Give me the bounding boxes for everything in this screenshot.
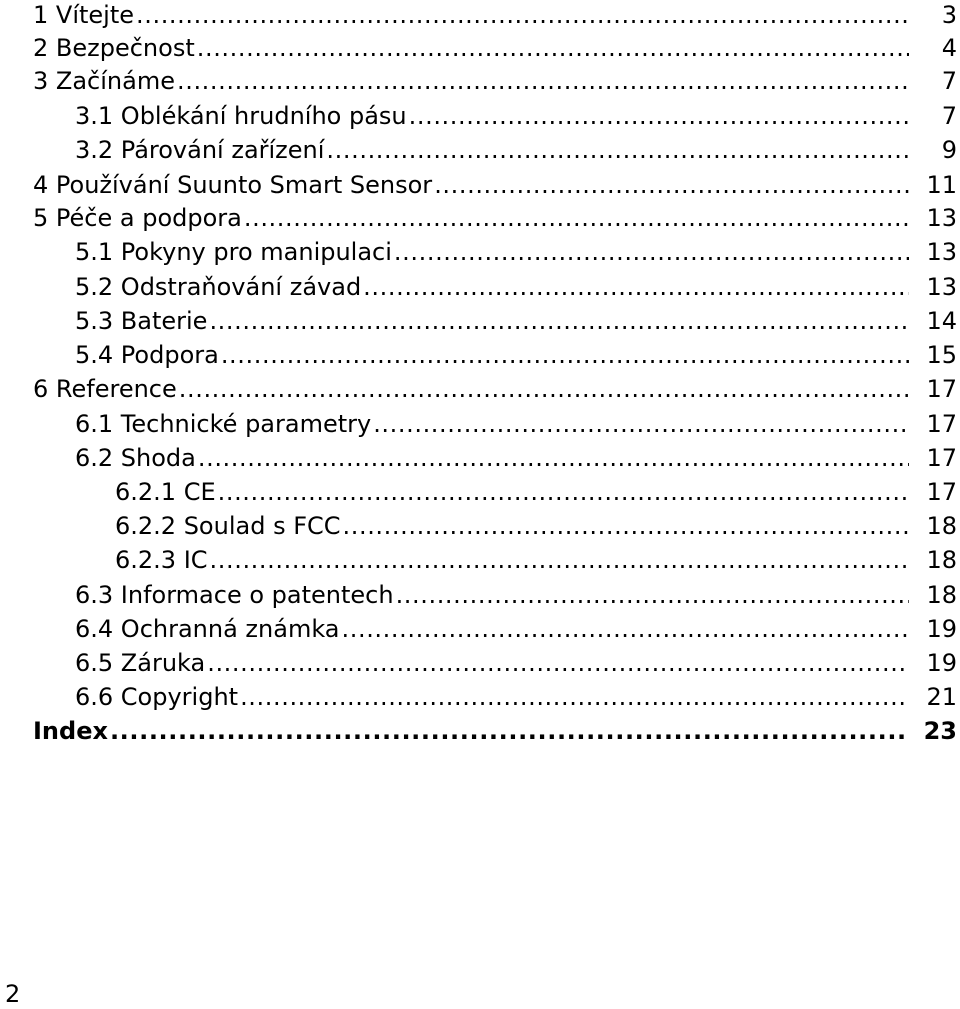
toc-entry-title: 1 Vítejte	[33, 1, 135, 29]
toc-page-number: 18	[926, 546, 957, 574]
toc-entry-6-2[interactable]	[0, 443, 957, 473]
toc-entry-3-zaciname[interactable]	[0, 66, 957, 96]
page-number-footer: 2	[5, 980, 21, 1008]
toc-entry-title: 6.3 Informace o patentech	[75, 581, 394, 609]
toc-page-number: 13	[926, 273, 957, 301]
dot-leader	[363, 272, 909, 302]
dot-leader	[396, 580, 909, 610]
toc-page-number: 18	[926, 581, 957, 609]
toc-entry-title: 5.4 Podpora	[75, 341, 219, 369]
dot-leader	[177, 66, 909, 96]
toc-entry-title: 6 Reference	[33, 375, 177, 403]
dot-leader	[209, 306, 909, 336]
toc-entry-title: 5 Péče a podpora	[33, 204, 242, 232]
toc-entry-6-2-3[interactable]	[0, 545, 957, 575]
toc-page-number: 14	[926, 307, 957, 335]
toc-page-number: 19	[926, 615, 957, 643]
toc-entry-title: 6.2.1 CE	[115, 478, 216, 506]
toc-page-number: 21	[926, 683, 957, 711]
toc-entry-5-1[interactable]	[0, 237, 957, 267]
toc-page-number: 15	[926, 341, 957, 369]
toc-entry-3-2[interactable]	[0, 135, 957, 165]
dot-leader	[343, 511, 909, 541]
toc-entry-title: 6.5 Záruka	[75, 649, 206, 677]
dot-leader	[207, 648, 909, 678]
toc-entry-3-1[interactable]	[0, 101, 957, 131]
toc-entry-6-3[interactable]	[0, 580, 957, 610]
toc-page-number: 3	[941, 1, 957, 29]
toc-page-number: 17	[926, 410, 957, 438]
dot-leader	[326, 135, 909, 165]
toc-page-number: 17	[926, 375, 957, 403]
toc-entry-6[interactable]	[0, 374, 957, 404]
toc-entry-title: 6.4 Ochranná známka	[75, 615, 340, 643]
toc-entry-title: 6.2 Shoda	[75, 444, 196, 472]
dot-leader	[136, 0, 909, 30]
toc-entry-title: 3 Začínáme	[33, 67, 175, 95]
dot-leader	[210, 545, 909, 575]
toc-page-number: 7	[941, 67, 957, 95]
toc-entry-index[interactable]	[0, 716, 957, 746]
dot-leader	[198, 443, 909, 473]
toc-entry-title: 6.2.3 IC	[115, 546, 208, 574]
toc-entry-title: 5.2 Odstraňování závad	[75, 273, 362, 301]
toc-page-number: 13	[926, 204, 957, 232]
toc-entry-5-4[interactable]	[0, 340, 957, 370]
dot-leader	[342, 614, 909, 644]
toc-page-number: 17	[926, 478, 957, 506]
dot-leader	[373, 409, 909, 439]
toc-entry-title: 2 Bezpečnost	[33, 34, 195, 62]
toc-page-number: 9	[941, 136, 957, 164]
toc-entry-6-5[interactable]	[0, 648, 957, 678]
dot-leader	[179, 374, 909, 404]
dot-leader	[244, 203, 909, 233]
toc-page-number: 7	[941, 102, 957, 130]
toc-entry-title: 4 Používání Suunto Smart Sensor	[33, 171, 433, 199]
toc-entry-title: 3.2 Párování zařízení	[75, 136, 325, 164]
toc-page-number: 23	[923, 717, 957, 745]
toc-entry-6-2-1[interactable]	[0, 477, 957, 507]
dot-leader	[394, 237, 909, 267]
dot-leader	[409, 101, 909, 131]
dot-leader	[110, 716, 909, 746]
toc-entry-6-1[interactable]	[0, 409, 957, 439]
toc-page-number: 4	[941, 34, 957, 62]
toc-entry-title: 6.2.2 Soulad s FCC	[115, 512, 341, 540]
toc-entry-title: 5.1 Pokyny pro manipulaci	[75, 238, 392, 266]
toc-page-number: 13	[926, 238, 957, 266]
toc-entry-5-2[interactable]	[0, 272, 957, 302]
toc-entry-title: 3.1 Oblékání hrudního pásu	[75, 102, 407, 130]
toc-page-number: 19	[926, 649, 957, 677]
dot-leader	[434, 170, 909, 200]
toc-entry-title: Index	[33, 717, 108, 745]
toc-entry-1-vitejte[interactable]	[0, 0, 957, 30]
toc-entry-6-4[interactable]	[0, 614, 957, 644]
toc-page-number: 11	[926, 171, 957, 199]
dot-leader	[221, 340, 909, 370]
dot-leader	[218, 477, 909, 507]
toc-entry-5-3[interactable]	[0, 306, 957, 336]
toc-entry-title: 6.6 Copyright	[75, 683, 239, 711]
toc-entry-title: 5.3 Baterie	[75, 307, 208, 335]
toc-entry-4[interactable]	[0, 170, 957, 200]
toc-entry-2-bezpecnost[interactable]	[0, 33, 957, 63]
toc-entry-6-6[interactable]	[0, 682, 957, 712]
toc-page-number: 18	[926, 512, 957, 540]
toc-entry-6-2-2[interactable]	[0, 511, 957, 541]
dot-leader	[240, 682, 909, 712]
toc-entry-5[interactable]	[0, 203, 957, 233]
toc-page-number: 17	[926, 444, 957, 472]
dot-leader	[197, 33, 909, 63]
toc-entry-title: 6.1 Technické parametry	[75, 410, 372, 438]
